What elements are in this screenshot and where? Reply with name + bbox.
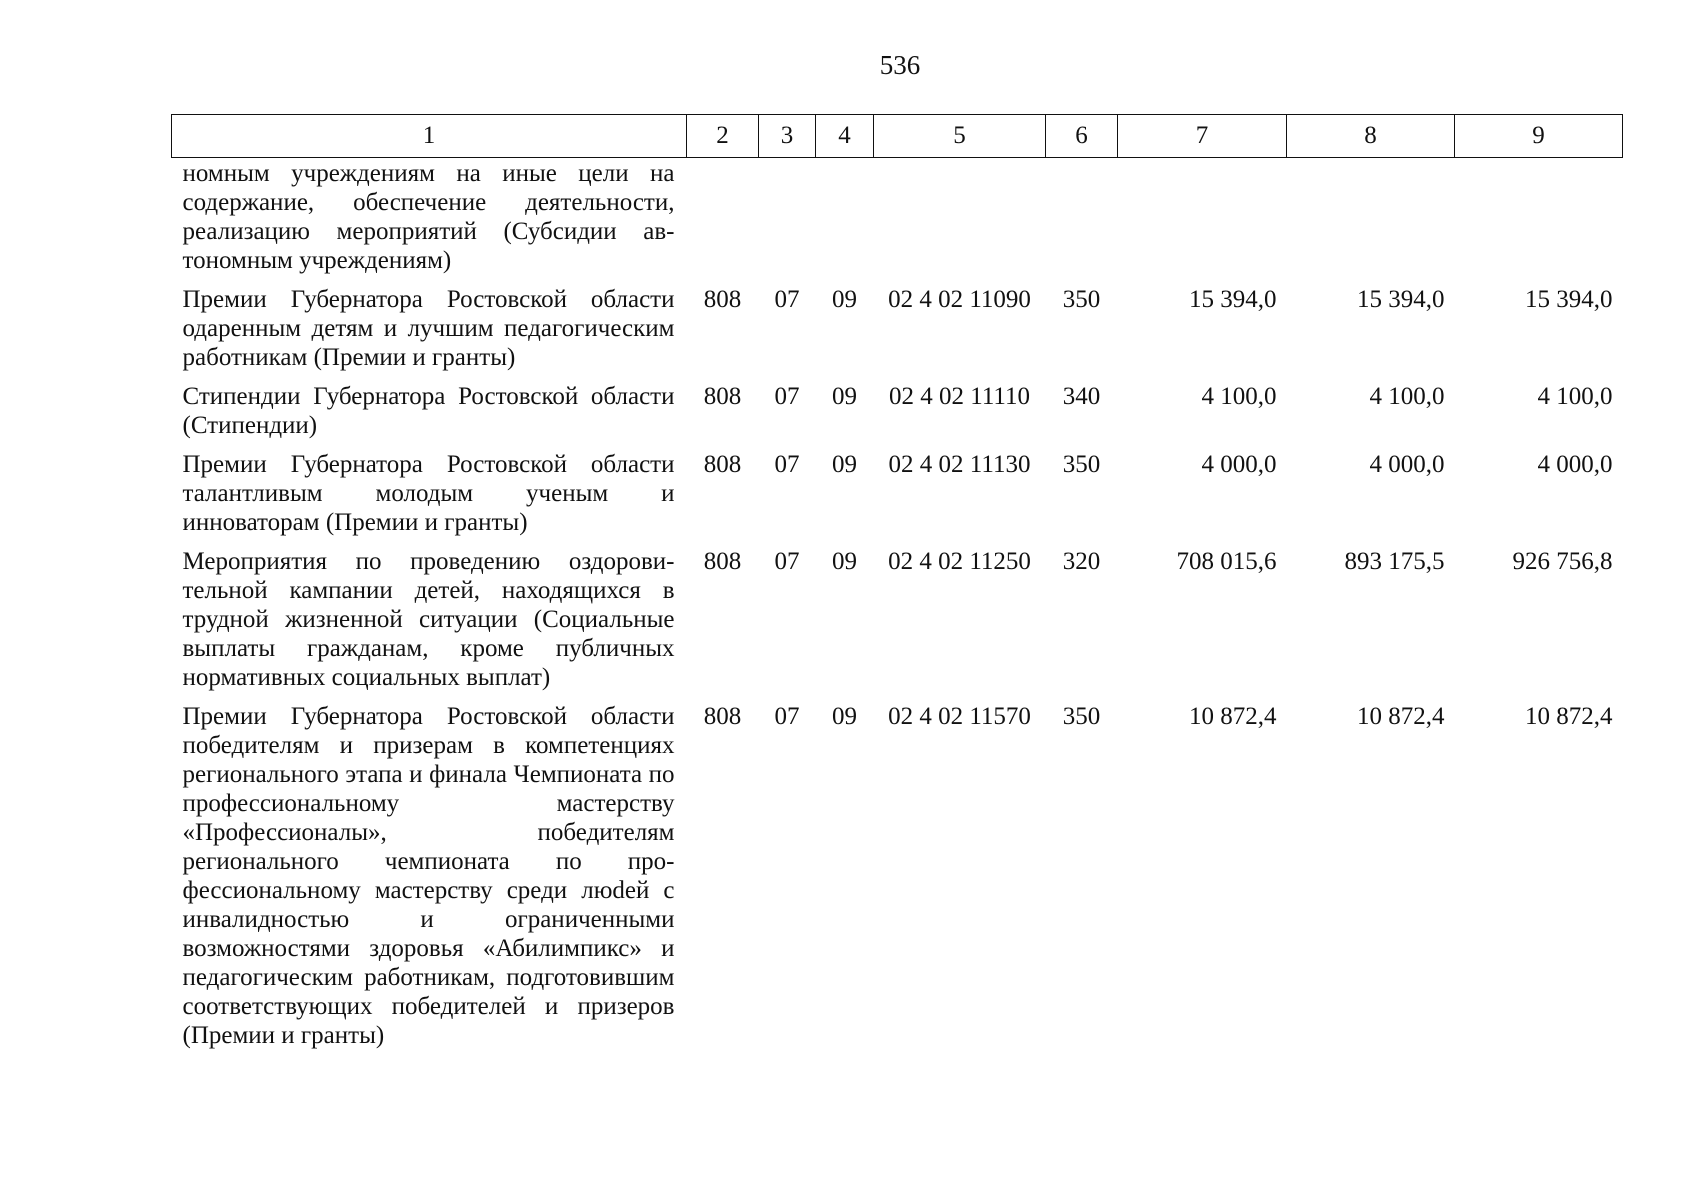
row-target-article: 02 4 02 11130 (888, 451, 1031, 478)
header-row (172, 115, 1623, 158)
row-target-article: 02 4 02 11090 (888, 286, 1031, 313)
table-row (172, 442, 1623, 539)
row-subsection (816, 158, 874, 278)
row-expense-type: 350 (1062, 703, 1101, 730)
row-expense-type: 350 (1062, 451, 1101, 478)
row-subsection: 09 (832, 703, 857, 730)
column-header: 9 (1455, 115, 1623, 158)
row-description: Премии Губернатора Ростовской области одаренным детям и лучшим педагогическим работникам (Премии и гранты) (182, 286, 675, 371)
column-header: 7 (1118, 115, 1287, 158)
row-year3: 4 000,0 (1537, 451, 1613, 478)
row-year2 (1287, 158, 1455, 278)
row-target-article (874, 158, 1046, 278)
column-header: 2 (687, 115, 759, 158)
table-row (172, 277, 1623, 374)
row-year3: 926 756,8 (1512, 548, 1613, 575)
column-header: 4 (816, 115, 874, 158)
row-description: Стипендии Губернатора Ростовской области (Стипендии) (182, 383, 675, 439)
row-description: Мероприятия по проведению оздоровительной кампании детей, находящихся в трудной жизненной ситуации (Социальные выплаты гражданам, кроме публичных нормативных социальных выплат) (182, 548, 675, 691)
row-year1: 4 000,0 (1201, 451, 1277, 478)
row-ministry: 808 (703, 383, 742, 410)
row-description: номным учреждениям на иные цели на содержание, обеспечение деятельности, реализацию мероприятий (Субсидии автономным учреждениям) (182, 160, 675, 274)
column-header: 3 (759, 115, 816, 158)
row-section: 07 (774, 451, 800, 478)
row-year1: 708 015,6 (1176, 548, 1277, 575)
row-section: 07 (774, 383, 800, 410)
row-year1 (1118, 158, 1287, 278)
row-year3: 10 872,4 (1525, 703, 1613, 730)
row-target-article: 02 4 02 11110 (889, 383, 1030, 410)
row-subsection: 09 (832, 383, 857, 410)
row-ministry: 808 (703, 548, 742, 575)
row-section: 07 (774, 548, 800, 575)
table-row (172, 158, 1623, 278)
column-header: 6 (1046, 115, 1118, 158)
column-header: 8 (1287, 115, 1455, 158)
row-year3 (1455, 158, 1623, 278)
row-description: Премии Губернатора Ростовской области талантливым молодым ученым и инноваторам (Премии и гранты) (182, 451, 675, 536)
row-year2: 4 000,0 (1369, 451, 1445, 478)
row-year3: 15 394,0 (1525, 286, 1613, 313)
row-target-article: 02 4 02 11250 (888, 548, 1031, 575)
row-section (759, 158, 816, 278)
row-ministry: 808 (703, 286, 742, 313)
row-year2: 10 872,4 (1357, 703, 1445, 730)
row-subsection: 09 (832, 548, 857, 575)
page-number: 536 (879, 50, 921, 80)
row-year2: 4 100,0 (1369, 383, 1445, 410)
table-row (172, 374, 1623, 442)
row-year2: 893 175,5 (1344, 548, 1445, 575)
row-subsection: 09 (832, 451, 857, 478)
row-ministry: 808 (703, 451, 742, 478)
table-row (172, 694, 1623, 1052)
row-target-article: 02 4 02 11570 (888, 703, 1031, 730)
table-row (172, 539, 1623, 694)
column-header: 5 (874, 115, 1046, 158)
row-ministry (687, 158, 759, 278)
row-year1: 15 394,0 (1189, 286, 1277, 313)
row-year3: 4 100,0 (1537, 383, 1613, 410)
row-expense-type (1046, 158, 1118, 278)
row-year2: 15 394,0 (1357, 286, 1445, 313)
row-description: Премии Губернатора Ростовской области победителям и призерам в компетенциях регионального этапа и финала Чемпионата по профессиональному мастерству «Профессионалы», победителям регионального чемпионата по профессиональному мастерству среди люdей с инвалидностью и ограниченными возможностями здоровья «Абилимпикс» и педагогическим работникам, подготовившим соответствующих победителей и призеров (Премии и гранты) (182, 703, 675, 1049)
row-expense-type: 350 (1062, 286, 1101, 313)
row-expense-type: 320 (1062, 548, 1101, 575)
row-year1: 4 100,0 (1201, 383, 1277, 410)
budget-table (171, 114, 1623, 1052)
row-section: 07 (774, 703, 800, 730)
row-year1: 10 872,4 (1189, 703, 1277, 730)
column-header: 1 (172, 115, 687, 158)
row-ministry: 808 (703, 703, 742, 730)
row-section: 07 (774, 286, 800, 313)
row-expense-type: 340 (1062, 383, 1101, 410)
row-subsection: 09 (832, 286, 857, 313)
